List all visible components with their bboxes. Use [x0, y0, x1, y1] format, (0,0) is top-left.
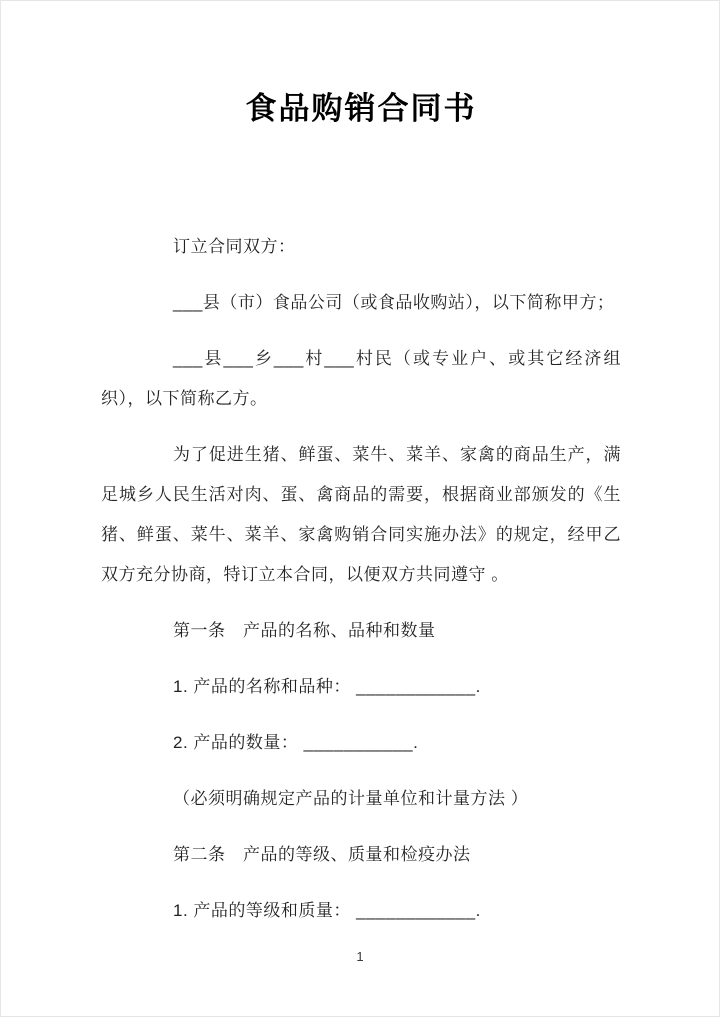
clause-1-heading: 第一条 产品的名称、品种和数量	[173, 621, 436, 640]
document-title: 食品购销合同书	[245, 91, 477, 126]
clause-1-item-1: 1. 产品的名称和品种： ____________.	[173, 677, 481, 696]
clause-2-item-1: 1. 产品的等级和质量： ____________.	[173, 901, 481, 920]
clause-1-note: （必须明确规定产品的计量单位和计量方法 ）	[173, 789, 529, 808]
page-number: 1	[356, 949, 364, 964]
party-b-line: ___县___乡___村___村民（或专业户、或其它经济组织），以下简称乙方。	[101, 349, 621, 408]
party-a-line: ___县（市）食品公司（或食品收购站），以下简称甲方；	[173, 293, 615, 312]
contract-parties-lead: 订立合同双方：	[173, 237, 296, 256]
clause-1-item-2: 2. 产品的数量： ___________.	[173, 733, 419, 752]
document-content	[1, 1, 719, 931]
clause-2-heading: 第二条 产品的等级、质量和检疫办法	[173, 845, 471, 864]
preamble-paragraph: 为了促进生猪、鲜蛋、菜牛、菜羊、家禽的商品生产，满足城乡人民生活对肉、蛋、禽商品的需要，根据商业部颁发的《生猪、鲜蛋、菜牛、菜羊、家禽购销合同实施办法》的规定，经甲乙双方充分协商，特订立本合同，以便双方共同遵守 。	[101, 445, 621, 584]
